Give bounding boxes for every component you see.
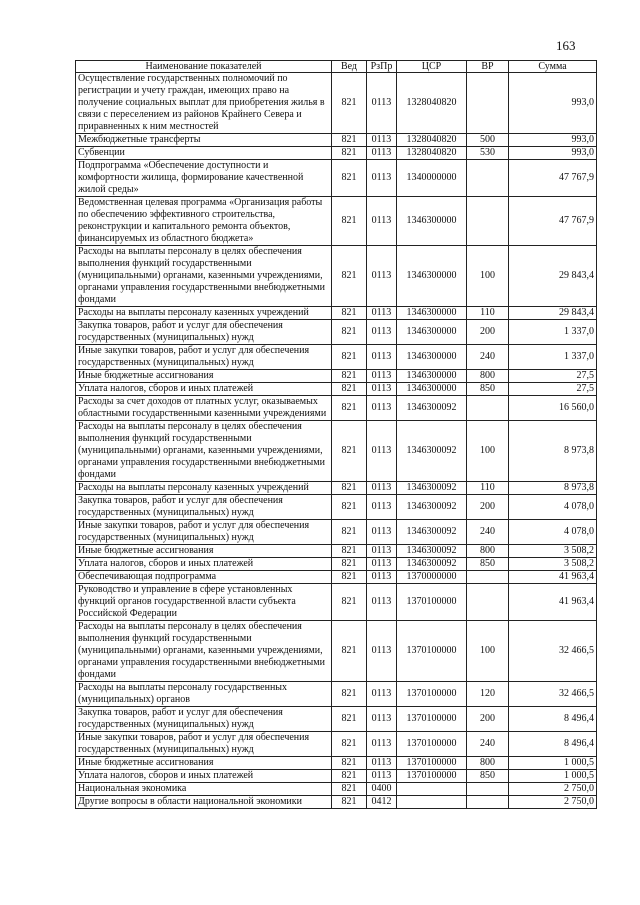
row-ved: 821 <box>332 584 367 621</box>
row-vr: 850 <box>467 770 509 783</box>
row-name: Расходы на выплаты персоналу в целях обеспечения выполнения функций государственными (муниципальными) органами, казенными учреждениями, органами управления государственными внебюджетными фондами <box>76 246 332 307</box>
row-vr <box>467 571 509 584</box>
row-name: Расходы на выплаты персоналу в целях обеспечения выполнения функций государственными (муниципальными) органами, казенными учреждениями, органами управления государственными внебюджетными фондами <box>76 421 332 482</box>
row-vr <box>467 796 509 809</box>
row-vr <box>467 160 509 197</box>
table-row <box>76 147 597 160</box>
row-sum: 993,0 <box>509 147 597 160</box>
row-rzpr: 0113 <box>367 732 397 757</box>
table-row <box>76 770 597 783</box>
table-row <box>76 571 597 584</box>
row-name: Закупка товаров, работ и услуг для обеспечения государственных (муниципальных) нужд <box>76 320 332 345</box>
row-csr: 1370100000 <box>397 621 467 682</box>
row-vr <box>467 197 509 246</box>
row-rzpr: 0113 <box>367 307 397 320</box>
row-csr: 1328040820 <box>397 134 467 147</box>
table-row <box>76 396 597 421</box>
row-rzpr: 0113 <box>367 707 397 732</box>
row-vr: 850 <box>467 383 509 396</box>
row-ved: 821 <box>332 396 367 421</box>
row-vr <box>467 396 509 421</box>
row-name: Уплата налогов, сборов и иных платежей <box>76 770 332 783</box>
row-sum: 41 963,4 <box>509 571 597 584</box>
row-vr <box>467 783 509 796</box>
row-rzpr: 0113 <box>367 73 397 134</box>
row-rzpr: 0113 <box>367 495 397 520</box>
table-row <box>76 320 597 345</box>
row-sum: 993,0 <box>509 134 597 147</box>
row-ved: 821 <box>332 707 367 732</box>
row-sum: 1 337,0 <box>509 320 597 345</box>
table-row <box>76 160 597 197</box>
row-name: Иные закупки товаров, работ и услуг для обеспечения государственных (муниципальных) нужд <box>76 345 332 370</box>
row-vr: 120 <box>467 682 509 707</box>
header-ved: Вед <box>332 61 367 73</box>
row-vr <box>467 73 509 134</box>
row-ved: 821 <box>332 783 367 796</box>
table-row <box>76 796 597 809</box>
row-sum: 3 508,2 <box>509 558 597 571</box>
row-name: Расходы на выплаты персоналу казенных учреждений <box>76 307 332 320</box>
row-csr: 1346300000 <box>397 383 467 396</box>
table-row <box>76 73 597 134</box>
row-csr: 1346300092 <box>397 482 467 495</box>
row-rzpr: 0113 <box>367 160 397 197</box>
row-rzpr: 0113 <box>367 197 397 246</box>
row-name: Другие вопросы в области национальной экономики <box>76 796 332 809</box>
row-ved: 821 <box>332 345 367 370</box>
row-vr: 240 <box>467 345 509 370</box>
row-ved: 821 <box>332 757 367 770</box>
row-ved: 821 <box>332 147 367 160</box>
table-row <box>76 482 597 495</box>
row-sum: 1 000,5 <box>509 757 597 770</box>
row-ved: 821 <box>332 197 367 246</box>
row-csr: 1328040820 <box>397 147 467 160</box>
row-ved: 821 <box>332 421 367 482</box>
row-rzpr: 0113 <box>367 320 397 345</box>
row-sum: 3 508,2 <box>509 545 597 558</box>
row-sum: 993,0 <box>509 73 597 134</box>
row-name: Уплата налогов, сборов и иных платежей <box>76 558 332 571</box>
row-sum: 27,5 <box>509 370 597 383</box>
row-ved: 821 <box>332 495 367 520</box>
row-sum: 32 466,5 <box>509 621 597 682</box>
row-name: Иные бюджетные ассигнования <box>76 545 332 558</box>
row-ved: 821 <box>332 73 367 134</box>
row-name: Иные бюджетные ассигнования <box>76 370 332 383</box>
row-csr: 1346300092 <box>397 558 467 571</box>
row-rzpr: 0400 <box>367 783 397 796</box>
row-sum: 1 000,5 <box>509 770 597 783</box>
table-row <box>76 682 597 707</box>
row-sum: 29 843,4 <box>509 246 597 307</box>
row-csr: 1346300000 <box>397 345 467 370</box>
header-name: Наименование показателей <box>76 61 332 73</box>
row-ved: 821 <box>332 621 367 682</box>
row-csr <box>397 796 467 809</box>
row-name: Закупка товаров, работ и услуг для обеспечения государственных (муниципальных) нужд <box>76 707 332 732</box>
row-rzpr: 0113 <box>367 246 397 307</box>
row-sum: 41 963,4 <box>509 584 597 621</box>
row-rzpr: 0113 <box>367 584 397 621</box>
row-rzpr: 0113 <box>367 545 397 558</box>
row-vr: 200 <box>467 707 509 732</box>
row-csr: 1346300000 <box>397 320 467 345</box>
table-row <box>76 383 597 396</box>
row-ved: 821 <box>332 307 367 320</box>
row-ved: 821 <box>332 558 367 571</box>
row-rzpr: 0113 <box>367 345 397 370</box>
row-name: Межбюджетные трансферты <box>76 134 332 147</box>
row-csr: 1370100000 <box>397 707 467 732</box>
row-rzpr: 0113 <box>367 134 397 147</box>
row-ved: 821 <box>332 571 367 584</box>
header-csr: ЦСР <box>397 61 467 73</box>
row-csr: 1340000000 <box>397 160 467 197</box>
table-row <box>76 558 597 571</box>
row-name: Национальная экономика <box>76 783 332 796</box>
row-vr: 800 <box>467 370 509 383</box>
row-rzpr: 0113 <box>367 370 397 383</box>
row-vr: 200 <box>467 320 509 345</box>
row-rzpr: 0113 <box>367 621 397 682</box>
row-csr: 1370100000 <box>397 770 467 783</box>
row-name: Иные закупки товаров, работ и услуг для обеспечения государственных (муниципальных) нужд <box>76 732 332 757</box>
row-name: Иные бюджетные ассигнования <box>76 757 332 770</box>
row-csr: 1346300000 <box>397 197 467 246</box>
row-vr: 240 <box>467 520 509 545</box>
table-body <box>76 73 597 809</box>
row-rzpr: 0113 <box>367 571 397 584</box>
table-row <box>76 783 597 796</box>
row-rzpr: 0113 <box>367 682 397 707</box>
row-vr: 530 <box>467 147 509 160</box>
row-sum: 8 973,8 <box>509 482 597 495</box>
table-row <box>76 707 597 732</box>
row-sum: 2 750,0 <box>509 796 597 809</box>
row-name: Расходы за счет доходов от платных услуг, оказываемых областными государственными казенными учреждениями <box>76 396 332 421</box>
row-ved: 821 <box>332 545 367 558</box>
row-csr: 1346300092 <box>397 396 467 421</box>
table-row <box>76 732 597 757</box>
table-row <box>76 495 597 520</box>
row-ved: 821 <box>332 796 367 809</box>
row-ved: 821 <box>332 383 367 396</box>
row-vr: 100 <box>467 421 509 482</box>
row-name: Руководство и управление в сфере установленных функций органов государственной власти субъекта Российской Федерации <box>76 584 332 621</box>
row-sum: 16 560,0 <box>509 396 597 421</box>
row-ved: 821 <box>332 370 367 383</box>
row-csr: 1346300092 <box>397 421 467 482</box>
row-rzpr: 0113 <box>367 482 397 495</box>
row-vr: 850 <box>467 558 509 571</box>
row-vr: 800 <box>467 757 509 770</box>
table-row <box>76 307 597 320</box>
row-sum: 2 750,0 <box>509 783 597 796</box>
row-rzpr: 0113 <box>367 147 397 160</box>
row-vr: 240 <box>467 732 509 757</box>
row-csr: 1346300092 <box>397 520 467 545</box>
table-row <box>76 134 597 147</box>
row-ved: 821 <box>332 482 367 495</box>
row-sum: 29 843,4 <box>509 307 597 320</box>
header-sum: Сумма <box>509 61 597 73</box>
row-name: Подпрограмма «Обеспечение доступности и комфортности жилища, формирование качественной жилой среды» <box>76 160 332 197</box>
row-sum: 27,5 <box>509 383 597 396</box>
table-row <box>76 757 597 770</box>
row-csr: 1370100000 <box>397 584 467 621</box>
row-sum: 47 767,9 <box>509 160 597 197</box>
row-csr: 1346300000 <box>397 246 467 307</box>
row-name: Обеспечивающая подпрограмма <box>76 571 332 584</box>
table-header-row <box>76 61 597 73</box>
row-rzpr: 0113 <box>367 520 397 545</box>
row-ved: 821 <box>332 320 367 345</box>
row-sum: 8 496,4 <box>509 707 597 732</box>
row-vr: 110 <box>467 482 509 495</box>
row-csr: 1370100000 <box>397 732 467 757</box>
row-vr: 110 <box>467 307 509 320</box>
row-vr: 100 <box>467 246 509 307</box>
table-row <box>76 520 597 545</box>
row-sum: 47 767,9 <box>509 197 597 246</box>
row-rzpr: 0113 <box>367 770 397 783</box>
row-rzpr: 0113 <box>367 757 397 770</box>
budget-table <box>75 60 597 809</box>
row-vr: 200 <box>467 495 509 520</box>
row-ved: 821 <box>332 682 367 707</box>
table-row <box>76 370 597 383</box>
header-rzpr: РзПр <box>367 61 397 73</box>
page-number: 163 <box>556 38 576 53</box>
row-csr: 1346300000 <box>397 307 467 320</box>
row-name: Осуществление государственных полномочий по регистрации и учету граждан, имеющих право на получение социальных выплат для приобретения жилья в связи с переселением из районов Крайнего Севера и приравненных к ним местностей <box>76 73 332 134</box>
row-vr <box>467 584 509 621</box>
row-ved: 821 <box>332 134 367 147</box>
table-row <box>76 246 597 307</box>
table-row <box>76 421 597 482</box>
row-name: Расходы на выплаты персоналу казенных учреждений <box>76 482 332 495</box>
row-name: Закупка товаров, работ и услуг для обеспечения государственных (муниципальных) нужд <box>76 495 332 520</box>
row-name: Расходы на выплаты персоналу в целях обеспечения выполнения функций государственными (муниципальными) органами, казенными учреждениями, органами управления государственными внебюджетными фондами <box>76 621 332 682</box>
row-ved: 821 <box>332 160 367 197</box>
table-row <box>76 584 597 621</box>
row-rzpr: 0113 <box>367 558 397 571</box>
row-sum: 4 078,0 <box>509 495 597 520</box>
row-csr: 1370100000 <box>397 757 467 770</box>
row-sum: 32 466,5 <box>509 682 597 707</box>
header-vr: ВР <box>467 61 509 73</box>
row-csr: 1328040820 <box>397 73 467 134</box>
row-rzpr: 0113 <box>367 421 397 482</box>
row-vr: 100 <box>467 621 509 682</box>
row-rzpr: 0113 <box>367 396 397 421</box>
row-csr: 1346300092 <box>397 545 467 558</box>
row-csr <box>397 783 467 796</box>
row-name: Уплата налогов, сборов и иных платежей <box>76 383 332 396</box>
row-name: Иные закупки товаров, работ и услуг для обеспечения государственных (муниципальных) нужд <box>76 520 332 545</box>
row-rzpr: 0113 <box>367 383 397 396</box>
row-vr: 500 <box>467 134 509 147</box>
row-vr: 800 <box>467 545 509 558</box>
row-csr: 1346300092 <box>397 495 467 520</box>
row-sum: 4 078,0 <box>509 520 597 545</box>
row-csr: 1370100000 <box>397 682 467 707</box>
row-ved: 821 <box>332 770 367 783</box>
row-csr: 1346300000 <box>397 370 467 383</box>
row-ved: 821 <box>332 246 367 307</box>
table-row <box>76 545 597 558</box>
table-row <box>76 345 597 370</box>
table-row <box>76 621 597 682</box>
row-sum: 1 337,0 <box>509 345 597 370</box>
row-rzpr: 0412 <box>367 796 397 809</box>
row-name: Расходы на выплаты персоналу государственных (муниципальных) органов <box>76 682 332 707</box>
row-sum: 8 973,8 <box>509 421 597 482</box>
row-name: Субвенции <box>76 147 332 160</box>
table-row <box>76 197 597 246</box>
row-ved: 821 <box>332 520 367 545</box>
row-ved: 821 <box>332 732 367 757</box>
row-sum: 8 496,4 <box>509 732 597 757</box>
row-csr: 1370000000 <box>397 571 467 584</box>
row-name: Ведомственная целевая программа «Организация работы по обеспечению эффективного строительства, реконструкции и капитального ремонта объектов, финансируемых из областного бюджета» <box>76 197 332 246</box>
